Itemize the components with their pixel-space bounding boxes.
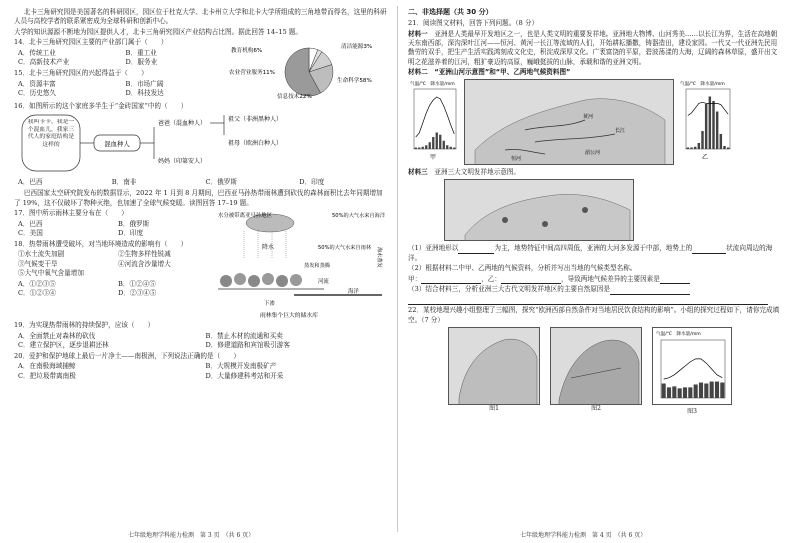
fig3-axis-label: 气温/℃ 降水量/mm	[656, 332, 701, 338]
asia-river-map	[464, 79, 674, 165]
climate-yi-precip-bar	[712, 101, 714, 149]
climate-jia-precip-bar	[425, 145, 427, 149]
climate-yi-precip-bar	[701, 131, 703, 149]
q15-options	[14, 80, 229, 99]
q18-item-3: ③气候变干旱	[18, 259, 58, 268]
q22-stem: 22．某校地理兴趣小组整理了三幅图，探究“欧洲西部自然条件对当地居民饮食结构的影响”。小组的探究过程如下，请你完成填空。（7 分）	[408, 306, 780, 324]
page-divider	[397, 6, 398, 532]
q21-1-blank-2[interactable]	[692, 247, 726, 254]
rain-text-9: 海洋	[348, 289, 359, 296]
climate-jia-precip-bar	[422, 147, 424, 149]
map-river-2: 长江	[615, 127, 626, 134]
q21-stem: 21．阅读图文材料，回答下列问题。（8 分）	[408, 19, 539, 28]
q16-option-a[interactable]: A．巴西	[18, 178, 43, 187]
q14-options	[14, 49, 229, 68]
climate-jia-label: 甲	[430, 153, 437, 161]
map-river-1: 黄河	[583, 113, 594, 120]
fig2-caption: 图2	[591, 405, 601, 413]
q19-option-d[interactable]: D．修建道路和宾馆吸引游客	[205, 341, 290, 350]
q19-option-c[interactable]: C．建立保护区，逐步退耕还林	[18, 341, 109, 350]
q14-option-b[interactable]: B．重工业	[125, 49, 157, 57]
q17-options	[14, 220, 214, 239]
climate-yi-precip-bar	[705, 104, 707, 149]
q16-option-b[interactable]: B．南非	[111, 178, 137, 187]
q14-option-c[interactable]: C．高新技术产业	[18, 58, 70, 67]
climate-fig3-temp-line	[664, 359, 723, 379]
q19-options	[14, 332, 389, 351]
q15-stem: 15．北卡三角研究园区的兴起得益于（ ）	[14, 69, 148, 78]
right-page	[408, 8, 783, 528]
rain-text-7: 河流	[318, 279, 329, 286]
climate-jia-precip-bar	[429, 142, 431, 149]
q21-part-2: （2）根据材料二中甲、乙两地的气候资料，分析并写出当地的气候类型名称。	[408, 264, 637, 273]
climate-fig3-precip-bar	[720, 383, 724, 398]
climate-yi-precip-bar	[709, 96, 711, 149]
grandma-label: 祖母（欧洲白种人）	[228, 140, 283, 147]
climate-yi-precip-bar	[727, 147, 729, 149]
climate-jia-axis-label: 气温/℃ 降水量/mm	[410, 81, 455, 87]
rain-text-3: 50%的大气水来自海洋	[332, 213, 386, 220]
climate-yi-precip-bar	[687, 147, 689, 149]
q21-2-blank-jia[interactable]	[421, 277, 481, 284]
footer-left: 七年级地理学科能力检测 第 3 页 （共 6 页）	[128, 532, 255, 539]
pie-label-energy: 清洁能源3%	[341, 44, 373, 51]
climate-chart-yi	[678, 79, 734, 165]
climate-chart-jia	[408, 79, 460, 165]
q21-2-blank-yi[interactable]	[501, 277, 561, 284]
climate-jia-precip-bar	[418, 147, 420, 149]
q15-option-d[interactable]: D．科技发达	[125, 89, 164, 98]
q21-part-1: （1）亚洲地形以 为主，地势特征中间高四周低，亚洲的大河多发源于中部，地势上的 状流向周边的海洋。	[408, 244, 773, 262]
q14-option-a[interactable]: A．传统工业	[18, 49, 56, 57]
q18-item-5: ⑤大气中氧气含量增加	[18, 269, 84, 278]
q22-figures	[448, 327, 783, 417]
material-1-label: 材料一	[408, 29, 428, 38]
q18-item-2: ②生物多样性锐减	[118, 250, 171, 259]
q14-option-d[interactable]: D．服务业	[125, 58, 158, 67]
europe-map-fig2	[550, 327, 642, 405]
climate-yi-axis-label: 气温/℃ 降水量/mm	[680, 81, 725, 87]
q15-option-b[interactable]: B．市场广阔	[125, 79, 164, 88]
q19-option-b[interactable]: B．禁止木材的流通和买卖	[205, 331, 283, 340]
q20-option-d[interactable]: D．大量修建科考站和开采	[205, 371, 284, 380]
q20-stem: 20．爱护和保护地球上最后一片净土——南极洲，下列说法正确的是（ ）	[14, 351, 240, 360]
climate-fig3-precip-bar	[715, 382, 719, 398]
q17-option-c[interactable]: C．美国	[18, 229, 43, 238]
q17-option-d[interactable]: D．印度	[118, 229, 144, 238]
climate-fig3-precip-bar	[704, 384, 708, 399]
climate-yi-precip-bar	[690, 147, 692, 149]
q21-part-3: （3）结合材料三，分析亚洲三大古代文明发祥地区的主要自然原因是	[408, 285, 783, 294]
europe-map-fig1	[448, 327, 540, 405]
q17-option-a[interactable]: A．巴西	[18, 219, 43, 228]
q21-3-blank[interactable]	[610, 288, 690, 295]
climate-yi-precip-bar	[698, 143, 700, 149]
q15-option-a[interactable]: A．资源丰富	[18, 79, 56, 88]
climate-chart-fig3	[652, 327, 732, 405]
q18-stem: 18．热带雨林遭受破坏，对当地环境造成的影响有（ ）	[14, 239, 188, 248]
rain-text-4: 50%的大气水来自雨林	[318, 245, 372, 252]
fig3-caption: 图3	[687, 408, 697, 416]
q18-items	[14, 250, 214, 278]
climate-jia-precip-bar	[450, 147, 452, 149]
climate-yi-label: 乙	[702, 153, 709, 161]
industry-pie-chart	[229, 38, 389, 102]
q21-3-blank-line[interactable]	[408, 298, 768, 305]
intro-paragraph-2: 巴西国家太空研究院发布的数据显示，2022 年 1 月到 8 月期间，巴西亚马孙热带雨林遭到砍伐的森林面积比去年同期增加了 19%，这不仅破坏了物种灭绝，也加速了全球气候变暖。读图回答 17–19 题。	[14, 189, 383, 207]
climate-fig3-precip-bar	[710, 382, 714, 398]
climate-fig3-precip-bar	[678, 388, 682, 398]
center-node-label: 混血种人	[104, 140, 130, 148]
q21-2-blank-factor[interactable]	[660, 277, 690, 284]
rain-caption: 雨林集个巨大的储水库	[260, 313, 318, 320]
climate-jia-precip-bar	[415, 147, 417, 149]
tree-row	[220, 273, 302, 287]
q18-item-1: ①水土流失加剧	[18, 250, 65, 259]
rain-text-5: 海水蒸发	[376, 247, 382, 268]
climate-yi-precip-bar	[716, 111, 718, 149]
map-river-4: 湄公河	[585, 149, 601, 156]
q16-options	[14, 178, 389, 187]
q16-option-d[interactable]: D．印度	[299, 178, 325, 187]
q18-option-d[interactable]: D．②③④⑤	[118, 289, 157, 298]
climate-jia-precip-bar	[436, 132, 438, 149]
q18-options	[14, 280, 214, 299]
pie-label-edu: 教育机构6%	[231, 48, 263, 55]
climate-jia-precip-bar	[443, 141, 445, 149]
q21-part-2-answers: 甲： ，乙： ，导致两地气候差异的主要因素是	[408, 275, 783, 284]
climate-jia-precip-bar	[432, 137, 434, 149]
bubble-text: 我叫卡卡，我是一个混血儿，我家三代人的家庭结构是这样的	[27, 119, 75, 148]
q19-option-a[interactable]: A．全面禁止对森林的砍伐	[18, 331, 96, 340]
rain-text-6: 蒸发和蒸腾	[304, 263, 330, 270]
q18-option-a[interactable]: A．①②③⑤	[18, 280, 56, 289]
intro-paragraph-1b: 大学的知识源源不断地为园区提供人才，北卡三角研究园区产业结构占比图。据此回答 14–15 题。	[14, 27, 303, 36]
rain-text-1: 水分被带离亚马孙地区	[218, 213, 272, 220]
grandpa-label: 祖父（非洲黑种人）	[228, 116, 283, 123]
q18-item-4: ④河流含沙量增大	[118, 259, 171, 268]
climate-jia-precip-bar	[446, 145, 448, 149]
footer-right: 七年级地理学科能力检测 第 4 页 （共 6 页）	[520, 532, 647, 539]
q17-stem: 17．图中所示雨林主要分布在（ ）	[14, 209, 128, 218]
mother-label: 妈妈（印第安人）	[158, 158, 207, 165]
q15-option-c[interactable]: C．历史悠久	[18, 89, 57, 98]
material-2-title: “亚洲山河示意图”和“甲、乙两地气候资料图”	[434, 68, 571, 77]
climate-yi-precip-bar	[694, 147, 696, 149]
q16-option-c[interactable]: C．俄罗斯	[205, 178, 237, 187]
climate-fig3-precip-bar	[672, 386, 676, 398]
climate-jia-temp-line	[416, 97, 455, 137]
climate-yi-precip-bar	[720, 134, 722, 149]
q19-stem: 19．为实现热带雨林的持续保护，应该（ ）	[14, 321, 155, 330]
q21-1-blank-1[interactable]	[458, 247, 494, 254]
pie-label-bio: 生命科学58%	[337, 78, 372, 85]
rainforest-water-cycle-diagram	[214, 209, 389, 321]
climate-yi-axes	[686, 89, 730, 149]
climate-jia-axes	[414, 89, 456, 149]
pie-label-agri: 农业营业服务11%	[229, 70, 275, 77]
rain-text-8: 下渗	[264, 301, 275, 308]
climate-fig3-precip-bar	[688, 387, 692, 398]
climate-yi-precip-bar	[723, 146, 725, 149]
father-label: 爸爸（混血种人）	[158, 120, 207, 127]
rain-text-2: 降水	[262, 244, 275, 252]
material-3-label: 材料三	[408, 167, 428, 176]
material-2-label: 材料二	[408, 68, 428, 77]
q17-option-b[interactable]: B．俄罗斯	[118, 219, 150, 228]
left-page	[14, 8, 389, 528]
q20-options	[14, 362, 389, 381]
climate-yi-temp-line	[688, 102, 728, 115]
material-2-figure	[408, 79, 783, 165]
q20-option-a[interactable]: A．在南极海域捕鲸	[18, 362, 76, 371]
material-3-title: 亚洲三大文明发祥地示意图。	[434, 167, 521, 176]
q16-stem: 16．如图所示的这个家庭多半生于“金砖国家”中的（ ）	[14, 102, 188, 111]
climate-fig3-precip-bar	[683, 387, 687, 398]
climate-fig3-precip-bar	[662, 384, 666, 399]
pie-label-it: 信息技术22%	[277, 94, 312, 101]
q20-option-c[interactable]: C．把垃圾带离南极	[18, 371, 76, 380]
climate-jia-precip-bar	[453, 147, 455, 149]
intro-paragraph-1: 北卡三角研究园是美国著名的科研园区，园区位于杜克大学、北卡州立大学和北卡大学所组成的三角地带而得名，这里的科研人员与高校学者的联系紧密成为全球科研和创新中心。	[14, 8, 387, 26]
fig1-caption: 图1	[489, 405, 499, 413]
section-heading: 二、非选择题（共 30 分）	[408, 8, 493, 16]
climate-fig3-precip-bar	[699, 383, 703, 398]
climate-jia-precip-bar	[439, 135, 441, 149]
q18-option-c[interactable]: C．①②③④	[18, 289, 57, 298]
climate-fig3-precip-bar	[667, 387, 671, 398]
material-1-text: 亚洲是人类最早开发地区之一，也是人类文明的重要发祥地。亚洲地大物博、山河秀美……以长江为界，生活在高地朝天东南西部，深沟深叶江河——恒河、黄河一长江等流域的人们，开始耕耘播撒，铸器造田，建设家园。一代又一代亚洲先民用勤劳的双手，把生产生活实践鸿刻成文化史，积淀成深厚文化。广袤富饶的平原，碧波荡漾的大海，辽阔的森林草原，盛开出文明之花滋养着的江河，粗犷豪迈的高原，巍峨挺拔的山脉，承载和谐的亚洲文明。	[408, 29, 778, 66]
q18-option-b[interactable]: B．①②④⑤	[118, 280, 156, 289]
q20-option-b[interactable]: B．大规模开发南极矿产	[205, 362, 277, 371]
climate-fig3-precip-bar	[694, 384, 698, 398]
family-tree-diagram	[14, 113, 389, 175]
map-river-3: 恒河	[511, 155, 522, 162]
q14-stem: 14．北卡三角研究园区主要的产业部门属于（ ）	[14, 38, 168, 47]
asia-civilization-map	[444, 179, 634, 241]
